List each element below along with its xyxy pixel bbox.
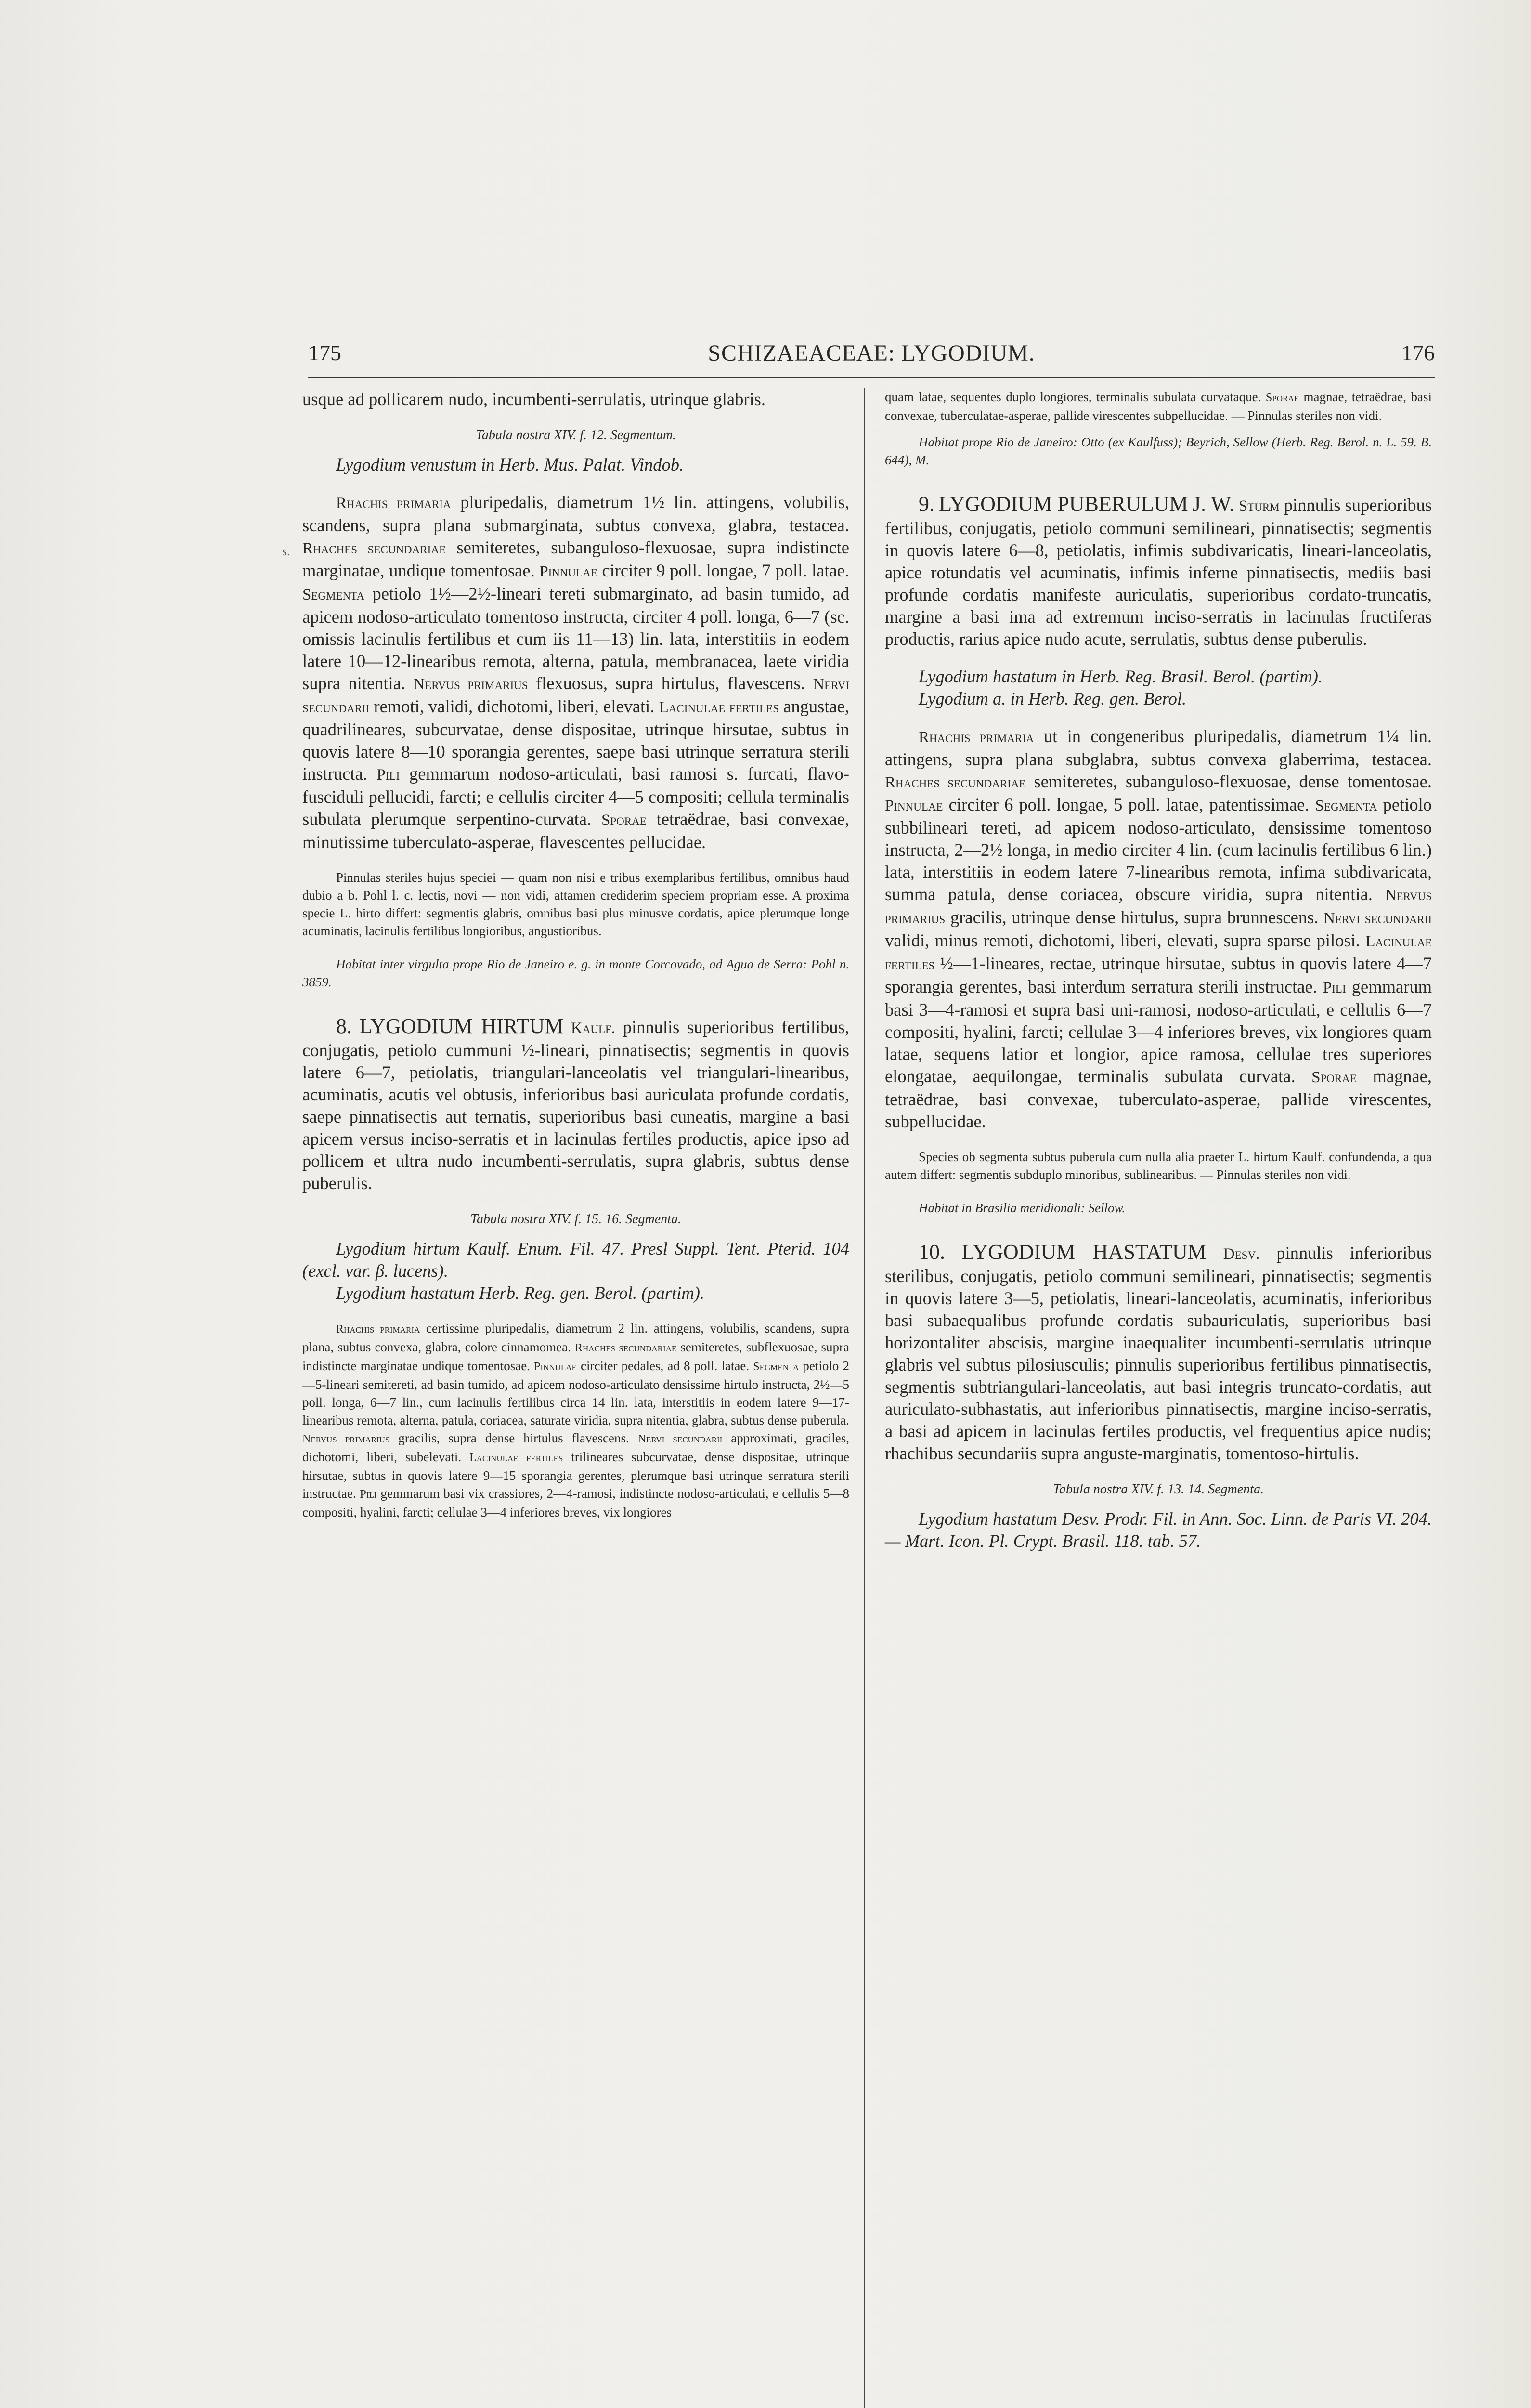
organ-term: Rhachis primaria: [336, 495, 451, 512]
margin-mark: s.: [282, 544, 290, 558]
organ-description: gracilis, utrinque dense hirtulus, supra brunnescens.: [945, 907, 1324, 927]
organ-description: petiolo 2—5-lineari semitereti, ad basin tumido, ad apicem nodoso-articulato densissime hirtulo instructa, 2½—5 poll. longa, 6—7 lin., cum lacinulis fertilibus circa 14 lin. lata, interstitiis in eodem latere 9—17-linearibus remota, alterna, patula, coriacea, saturate viridia, supra nitentia, glabra, subtus dense puberula.: [302, 1359, 850, 1427]
synonym: Lygodium a. in Herb. Reg. gen. Berol.: [919, 689, 1187, 708]
species-8-diagnosis: [302, 1015, 849, 1194]
synonym: Lygodium hastatum Desv. Prodr. Fil. in Ann. Soc. Linn. de Paris VI. 204. — Mart. Icon. Pl. Crypt. Brasil. 118. tab. 57.: [885, 1509, 1432, 1551]
plate-reference: Tabula nostra XIV. f. 15. 16. Segmenta.: [470, 1212, 681, 1227]
organ-term: Lacinulae fertiles: [659, 699, 779, 716]
organ-term: Lacinulae fertiles: [469, 1452, 563, 1464]
page-header: [308, 340, 1435, 369]
organ-term: Sporae: [601, 811, 647, 829]
continuation-small: quam latae, sequentes duplo longiores, terminalis subulata curvataque. Sporae magnae, tetraëdrae, basi convexae, tuberculatae-asperae, pallide virescentes subpellucidae. — Pinnulas steriles non vidi.: [885, 390, 1432, 423]
species-description: [885, 725, 1432, 1133]
organ-term: Pinnulae: [534, 1361, 577, 1373]
organ-description: circiter pedales, ad 8 poll. latae.: [576, 1359, 753, 1373]
organ-description: semiteretes, subanguloso-flexuosae, dense tomentosae.: [1025, 772, 1432, 791]
organ-description: semiteretes, subflexuosae, supra indistincte marginatae undique tomentosae.: [302, 1340, 849, 1373]
note: Species ob segmenta subtus puberula cum nulla alia praeter L. hirtum Kaulf. confundenda, a qua autem differt: segmentis subduplo minoribus, sublinearibus. — Pinnulas steriles non vidi.: [885, 1150, 1432, 1182]
organ-term: Pili: [360, 1488, 377, 1501]
habitat: Habitat prope Rio de Janeiro: Otto (ex Kaulfuss); Beyrich, Sellow (Herb. Reg. Berol. n. L. 59. B. 644), M.: [885, 435, 1432, 467]
column-divider: [864, 388, 865, 2408]
species-author: Desv.: [1223, 1245, 1260, 1263]
header-rule: [308, 377, 1435, 378]
organ-description: angustae, quadrilineares, subcurvatae, dense dispositae, utrinque hirsutae, subtus in quovis latere 8—10 sporangia gerentes, saepe basi utrinque serratura sterili instructa.: [302, 696, 849, 784]
species-author: J. W.: [1192, 492, 1234, 516]
organ-description: gracilis, supra dense hirtulus flavescens.: [389, 1431, 638, 1445]
organ-term: Segmenta: [1315, 797, 1377, 814]
organ-term: Nervi secundarii: [637, 1433, 723, 1445]
synonym: Lygodium venustum in Herb. Mus. Palat. Vindob.: [336, 455, 684, 474]
organ-term: Pili: [1323, 979, 1346, 996]
species-10-diagnosis: [885, 1241, 1432, 1465]
species-number: 10.: [919, 1240, 945, 1264]
organ-term: Nervi secundarii: [302, 676, 849, 716]
organ-description: semiteretes, subanguloso-flexuosae, supra indistincte marginatae, undique tomentosae.: [302, 537, 849, 580]
organ-term: Nervus primarius: [413, 676, 528, 693]
organ-term: Pili: [376, 766, 400, 784]
continuation-text: usque ad pollicarem nudo, incumbenti-serrulatis, utrinque glabris.: [302, 389, 766, 409]
organ-description: remoti, validi, dichotomi, liberi, elevati.: [369, 696, 659, 716]
habitat: Habitat in Brasilia meridionali: Sellow.: [919, 1201, 1126, 1215]
plate-reference: Tabula nostra XIV. f. 13. 14. Segmenta.: [1053, 1482, 1264, 1497]
species-author: Kaulf.: [571, 1020, 616, 1037]
organ-description: ut in congeneribus pluripedalis, diametrum 1¼ lin. attingens, supra plana subglabra, subtus convexa glaberrima, testacea.: [885, 726, 1432, 769]
organ-description: ½—1-lineares, rectae, utrinque hirsutae, subtus in quovis latere 4—7 sporangia gerentes, basi interdum serratura sterili instructae.: [885, 954, 1432, 996]
species-author: Sturm: [1238, 497, 1280, 515]
organ-term: Rhaches secundariae: [302, 540, 446, 557]
synonym: Lygodium hastatum Herb. Reg. gen. Berol. (partim).: [336, 1283, 704, 1303]
organ-description: petiolo 1½—2½-lineari tereti submarginato, ad basin tumido, ad apicem nodoso-articulato tomentoso instructa, circiter 4 poll. longa, 6—7 (sc. omissis lacinulis fertilibus et cum iis 11—13) lin. lata, interstitiis in eodem latere 10—12-linearibus remota, alterna, patula, membranacea, laete viridia supra nitentia.: [302, 584, 849, 693]
page-number-left: 175: [308, 340, 341, 365]
left-column: [302, 388, 849, 1521]
organ-description: approximati, graciles, dichotomi, liberi, subelevati.: [302, 1431, 850, 1464]
organ-description: validi, minus remoti, dichotomi, liberi, elevati, supra sparse pilosi.: [885, 930, 1366, 950]
organ-description: circiter 9 poll. longae, 7 poll. latae.: [597, 561, 849, 580]
species-number: 9.: [919, 492, 934, 516]
organ-description: gemmarum nodoso-articulati, basi ramosi s. furcati, flavo-fusciduli pellucidi, farcti; e cellulis circiter 4—5 compositi; cellula terminalis subulata plerumque serpentino-curvata.: [302, 764, 849, 829]
organ-description: trilineares subcurvatae, dense dispositae, utrinque hirsutae, subtus in quovis latere 9—15 sporangia gerentes, plerumque basi utrinque serratura sterili instructae.: [302, 1450, 849, 1501]
synonym: Lygodium hastatum in Herb. Reg. Brasil. Berol. (partim).: [919, 667, 1323, 686]
habitat: Habitat inter virgulta prope Rio de Janeiro e. g. in monte Corcovado, ad Agua de Serra: Pohl n. 3859.: [302, 957, 849, 989]
organ-term: Nervi secundarii: [1323, 910, 1432, 927]
organ-term: Nervus primarius: [885, 887, 1432, 927]
organ-term: Segmenta: [753, 1361, 799, 1373]
organ-description: magnae, tetraëdrae, basi convexae, tuberculato-asperae, pallide virescentes, subpellucidae.: [885, 1066, 1432, 1131]
running-title: SCHIZAEACEAE: LYGODIUM.: [708, 340, 1035, 366]
organ-description: tetraëdrae, basi convexae, minutissime tuberculato-asperae, flavescentes pellucidae.: [302, 809, 849, 852]
species-name: LYGODIUM HIRTUM: [359, 1014, 564, 1038]
organ-term: Pinnulae: [885, 797, 943, 814]
organ-term: Sporae: [1311, 1069, 1357, 1086]
species-description: [302, 491, 849, 853]
organ-term: Rhaches secundariae: [885, 774, 1026, 791]
species-number: 8.: [336, 1014, 352, 1038]
organ-description: pluripedalis, diametrum 1½ lin. attingens, volubilis, scandens, supra plana submarginata, subtus convexa, glabra, testacea.: [302, 492, 849, 535]
right-column: [885, 388, 1432, 1552]
diagnosis-text: pinnulis superioribus fertilibus, conjugatis, petiolo cummuni ½-lineari, pinnatisectis; segmentis in quovis latere 6—7, petiolatis, triangulari-lanceolatis vel triangulari-linearibus, acuminatis, acutis vel obtusis, inferioribus basi auriculata profunde cordatis, saepe pinnatisectis aut ternatis, superioribus basi cuneatis, margine a basi apicem versus inciso-serratis et in lacinulas fertiles productis, apice ipso ad pollicem et ultra nudo incumbenti-serrulatis, supra glabris, subtus dense puberulis.: [302, 1017, 849, 1193]
diagnosis-text: pinnulis inferioribus sterilibus, conjugatis, petiolo communi semilineari, pinnatisectis; segmentis in quovis latere 3—5, petiolatis, lineari-lanceolatis, acuminatis, inferioribus basi subaequalibus profunde cordatis subauriculatis, superioribus basi horizontaliter abscisis, margine inaequaliter incumbenti-serrulatis utrinque glabris vel subtus pilosiusculis; pinnulis superioribus fertilibus pinnatisectis, segmentis subtriangulari-lanceolatis, aut basi integris truncato-cordatis, aut auriculato-subhastatis, aut inferioribus pinnatisectis, margine inciso-serratis, a basi ad apicem in lacinulas fertiles productis, vel frequentius apice nudis; rhachibus secundariis supra anguste-marginatis, tomentoso-hirtulis.: [885, 1243, 1432, 1463]
synonym: Lygodium hirtum Kaulf. Enum. Fil. 47. Presl Suppl. Tent. Pterid. 104 (excl. var. β. lucens).: [302, 1239, 849, 1281]
diagnosis-text: pinnulis superioribus fertilibus, conjugatis, petiolo communi semilineari, pinnatisectis; segmentis in quovis latere 6—8, petiolatis, infimis subdivaricatis, lineari-lanceolatis, apice rotundatis vel acuminatis, infimis inferne pinnatisectis, mediis basi profunde cordatis manifeste auriculatis, superioribus cordato-truncatis, margine a basi ima ad extremum inciso-serratis in lacinulas fructiferas productis, rarius apice nudo acute, serrulatis, subtus dense puberulis.: [885, 495, 1432, 649]
organ-term: Rhachis primaria: [919, 729, 1034, 746]
page-number-right: 176: [1401, 340, 1435, 365]
organ-term: Rhachis primaria: [336, 1323, 420, 1335]
species-description-small: [302, 1320, 849, 1521]
organ-description: certissime pluripedalis, diametrum 2 lin. attingens, volubilis, scandens, supra plana, subtus convexa, glabra, colore cinnamomea.: [302, 1321, 849, 1354]
organ-term: Lacinulae fertiles: [885, 933, 1432, 973]
organ-term: Rhaches secundariae: [574, 1342, 677, 1354]
organ-description: gemmarum basi vix crassiores, 2—4-ramosi, indistincte nodoso-articulati, e cellulis 5—8 compositi, hyalini, farcti; cellulae 3—4 inferiores breves, vix longiores: [302, 1486, 849, 1519]
organ-description: gemmarum basi 3—4-ramosi et supra basi uni-ramosi, nodoso-articulati, e cellulis 6—7 compositi, hyalini, farcti; cellulae 3—4 inferiores breves, vix longiores quam latae, sequens latior et longior, apice ramosa, cellulae tres superiores elongatae, aequilongae, terminalis subulata curvata.: [885, 977, 1432, 1086]
organ-term: Nervus primarius: [302, 1433, 390, 1445]
species-name: LYGODIUM HASTATUM: [961, 1240, 1207, 1264]
organ-description: circiter 6 poll. longae, 5 poll. latae, patentissimae.: [943, 795, 1315, 814]
organ-description: petiolo subbilineari tereti, ad apicem nodoso-articulato, densissime tomentoso instructa, 2—2½ longa, in medio circiter 4 lin. (cum lacinulis fertilibus 6 lin.) lata, interstitiis in eodem latere 7-linearibus remota, infima subdivaricata, summa patula, dense coriacea, obscure viridia, supra nitentia.: [885, 795, 1432, 904]
note: Pinnulas steriles hujus speciei — quam non nisi e tribus exemplaribus fertilibus, omnibus haud dubio a b. Pohl l. c. lectis, novi — non vidi, attamen crediderim speciem propriam esse. A proxima specie L. hirto differt: segmentis glabris, omnibus basi plus minusve cordatis, apice plerumque longe acuminatis, lacinulis fertilibus longioribus, angustioribus.: [302, 870, 849, 938]
organ-term: Segmenta: [302, 586, 364, 603]
plate-reference: Tabula nostra XIV. f. 12. Segmentum.: [475, 428, 676, 443]
species-9-diagnosis: [885, 493, 1432, 650]
species-name: LYGODIUM PUBERULUM: [939, 492, 1188, 516]
organ-description: flexuosus, supra hirtulus, flavescens.: [528, 673, 813, 693]
organ-term: Pinnulae: [539, 563, 597, 580]
